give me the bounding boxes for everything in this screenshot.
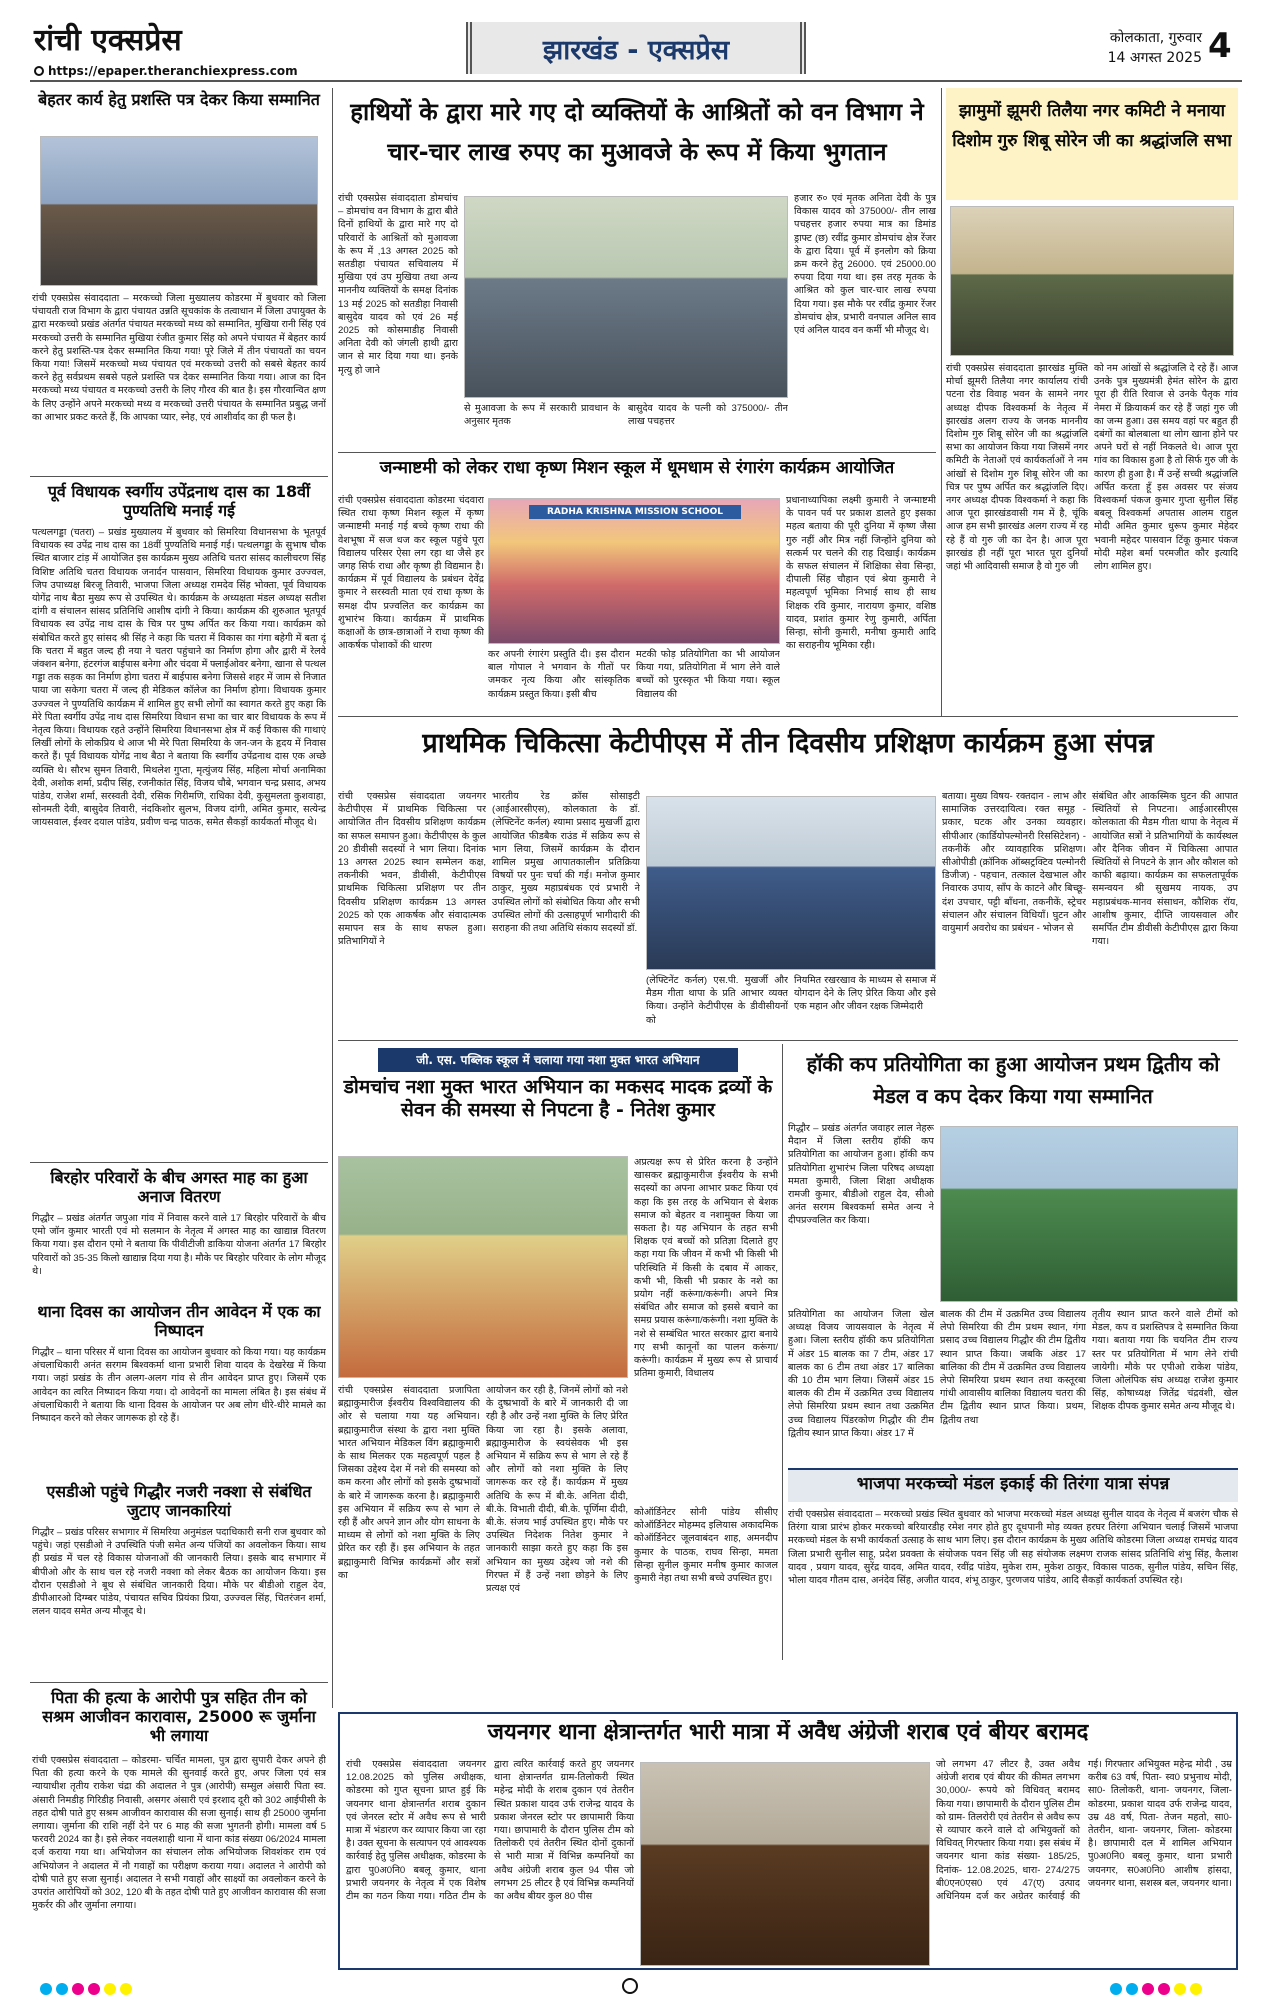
- article-janmashtami: [338, 456, 936, 712]
- article-col-2: बालक की टीम में उत्क्रमित उच्च विद्यालय लेपो सिमरिया की टीम प्रथम स्थान, गंगा प्रसाद उच्च विद्यालय गिद्धौर की टीम द्वितीय स्थान प्राप्त किया। जबकि अंडर 17 बालिका की टीम में उत्क्रमित उच्च विद्यालय लेपो सिमरिया प्रथम स्थान तथा कस्तूरबा गांधी आवासीय बालिका विद्यालय चतरा की टीम द्वितीय स्थान प्राप्त किया। प्रथम, द्वितीय तथा: [940, 1309, 1086, 1426]
- page-number: 4: [1208, 26, 1232, 66]
- article-bjp: [788, 1468, 1238, 1658]
- epaper-url[interactable]: https://epaper.theranchiexpress.com: [34, 64, 298, 78]
- article-body: रांची एक्सप्रेस संवाददाता – कोडरमा- चर्चित मामला, पुत्र द्वारा सुपारी देकर अपने ही पिता की हत्या करने के एक मामले की सुनवाई करते हुए, अपर जिला एवं सत्र न्यायाधीश तृतीय राकेश चंद्रा की अदालत ने पुत्र (आरोपी) सम्सुल अंसारी पिता स्व. अंसारी निमडीह गिरिडीह निवासी, असगर अंसारी एवं इरशाद दूरी को 302 आईपीसी के तहत दोषी पाते हुए सश्रम आजीवन कारावास की सजा सुनाई। साथ ही 25000 जुर्माना लगाया। जुर्माना की राशि नहीं देने पर 6 माह की सजा भुगतनी होगी। मामला वर्ष 5 फरवरी 2024 का है। इसे लेकर नवलशाही थाना में थाना कांड संख्या 06/2024 मामला दर्ज कराया गया था। अभियोजन का संचालन लोक अभियोजक शिवशंकर राम एवं अभियोजन ने अदालत में नौ गवाहों का परीक्षण कराया गया। अदालत ने आरोपी को दोषी पाते हुए सजा सुनाई। अदालत ने सभी गवाहों और साक्ष्यों का अवलोकन करने के उपरांत आरोपियों को 302, 120 बी के तहत दोषी पाते हुए आजीवन कारावास की सजा मुकर्रर की और जुर्माना लगाया।: [32, 1755, 326, 1912]
- article-sdo: [30, 1480, 328, 1680]
- divider: [338, 716, 1238, 717]
- article-intro: गिद्धौर – प्रखंड अंतर्गत जवाहर लाल नेहरू मैदान में जिला स्तरीय हॉकी कप प्रतियोगिता का आयोजन हुआ। हॉकी कप प्रतियोगिता शुभारंभ जिला परिषद अध्यक्षा ममता कुमारी, जिला शिक्षा अधीक्षक रामजी कुमार, बीडीओ राहुल देव, सीओ अनंत सरगम बिश्वकर्मा समेत अन्य ने दीपप्रज्वलित कर किया।: [788, 1123, 934, 1227]
- article-col-3: प्रधानाध्यापिका लक्ष्मी कुमारी ने जन्माष्टमी के पावन पर्व पर प्रकाश डालते हुए इसका महत्व बताया की पूरी दुनिया में कृष्ण जैसा गुरु नहीं और मित्र नहीं जिन्होंने दुनिया को सत्कर्म पर चलने की राह दिखाई। कार्यक्रम के सफल संचालन में शिक्षिका सेवा सिन्हा, दीपाली सिंह चौहान एवं श्रेया कुमारी ने महत्वपूर्ण भूमिका निभाई साथ ही साथ शिक्षक रवि कुमार, नारायण कुमार, वशिष्ठ यादव, प्रशांत कुमार रेणु कुमारी, अर्पिता सिन्हा, सोनी कुमारी, मनीषा कुमारी आदि का सराहनीय भूमिका रही।: [786, 495, 936, 652]
- divider: [30, 476, 328, 477]
- article-title: झामुमों झूमरी तिलैया नगर कमिटी ने मनाया दिशोम गुरु शिबू सोरेन जी का श्रद्धांजलि सभा: [952, 101, 1232, 151]
- article-liquor: [338, 1712, 1238, 1970]
- article-kicker: जी. एस. पब्लिक स्कूल में चलाया गया नशा मुक्त भारत अभियान: [378, 1048, 738, 1072]
- divider: [30, 1162, 328, 1163]
- lead-title: हाथियों के द्वारा मारे गए दो व्यक्तियों के आश्रितों को वन विभाग ने चार-चार लाख रुपए का मुआवजे के रूप में किया भुगतान: [350, 98, 924, 166]
- article-col-1: रांची एक्सप्रेस संवाददाता कोडरमा चंदवारा स्थित राधा कृष्ण मिशन स्कूल में कृष्ण जन्माष्टमी मनाई गई बच्चे कृष्ण राधा की वेशभूषा में सज धज कर स्कूल पहुंचे पूरा विद्यालय परिसर ऐसा लग रहा था जैसे हर जगह सिर्फ राधा और कृष्ण ही विद्यमान है। कार्यक्रम में पूर्व विद्यालय के प्रबंधन देवेंद्र कुमार ने सरस्वती माता एवं राधा कृष्ण के समक्ष दीप प्रज्वलित कर कार्यक्रम का शुभारंभ किया। कार्यक्रम में प्राथमिक कक्षाओं के छात्र-छात्राओं ने राधा कृष्ण की आकर्षक पोशाकों की धारण: [338, 495, 484, 652]
- article-prashasti: [30, 88, 328, 473]
- article-hockey: [788, 1044, 1238, 1464]
- newspaper-logo: रांची एक्सप्रेस: [34, 23, 182, 58]
- article-col-1: रांची एक्सप्रेस संवाददाता जयनगर 12.08.2025 को पुलिस अधीक्षक, कोडरमा को गुप्त सूचना प्राप्त हुई कि जयनगर थाना क्षेत्रान्तर्गत शराब दुकान एवं जेनरल स्टोर में अवैध रूप से भारी मात्रा में भंडारण कर व्यापार किया जा रहा है। उक्त सूचना के सत्यापन एवं आवश्यक कार्रवाई हेतु पुलिस अधीक्षक, कोडरमा के द्वारा पु0अ0नि0 बबलू कुमार, थाना प्रभारी जयनगर के नेतृत्व में एक विशेष टीम का गठन किया गया। गठित टीम के द्वारा त्वरित कार्रवाई करते हुए जयनगर थाना क्षेत्रान्तर्गत ग्राम-तिलोकरी स्थित महेन्द्र मोदी के शराब दुकान एवं तेतरीन स्थित प्रकाश यादव उर्फ राजेन्द्र यादव के प्रकाश जेनरल स्टोर पर छापामारी किया गया। छापामारी के दौरान पुलिस टीम को तिलोकरी एवं तेतरीन स्थित दोनों दुकानों से भारी मात्रा में विभिन्न कम्पनियों का अवैध अंग्रेजी शराब कुल 94 पीस जो लगभग 25 लीटर है एवं विभिन्न कम्पनियों का अवैध बीयर कुल 80 पीस: [346, 1759, 634, 1903]
- article-col-1: रांची एक्सप्रेस संवाददाता झारखंड मुक्ति मोर्चा झूमरी तिलैया नगर कार्यालय रांची पटना रोड विवाह भवन के सामने नगर अध्यक्ष दीपक विश्वकर्मा के नेतृत्व में झारखंड अलग राज्य के जनक माननीय दिशोम गुरु शिबू सोरेन जी का श्रद्धांजलि सभा का आयोजन किया गया जिसमें नगर कमिटी के नेताओं एवं कार्यकर्ताओं ने नम आंखों से दिशोम गुरु शिबू सोरेन जी का चित्र पर पुष्प अर्पित कर श्रद्धांजलि दिए। नगर अध्यक्ष दीपक विश्वकर्मा ने कहा कि आज पूरा झारखंडवासी गम में है, चूंकि आज हम सभी झारखंड अलग राज्य में रह रहे हैं वो गुरु जी का देन है। आज पूरा झारखंड ही नहीं पूरा भारत पूरा दुनियाँ जहां भी आदिवासी समाज है वो गुरु जी: [946, 363, 1088, 573]
- article-col-1: प्रतियोगिता का आयोजन जिला खेल अध्यक्ष विजय जायसवाल के नेतृत्व में हुआ। जिला स्तरीय हॉकी कप प्रतियोगिता में अंडर 15 बालक का 7 टीम, अंडर 17 बालक का 6 टीम तथा अंडर 17 बालिका की 10 टीम भाग लिया। जिसमें अंडर 15 बालक की टीम में उत्क्रमित उच्च विद्यालय लेपो सिमरिया प्रथम स्थान तथा उत्क्रमित उच्च विद्यालय पिंडरकोण गिद्धौर की टीम द्वितीय स्थान प्राप्त किया। अंडर 17 में: [788, 1309, 934, 1439]
- article-body: गिद्धौर – प्रखंड परिसर सभागार में सिमरिया अनुमंडल पदाधिकारी सनी राज बुधवार को पहुंचे। जहां एसडीओ ने उपस्थिति पंजी समेत अन्य पंजियों का अवलोकन किया। साथ ही प्रखंड में चल रहे विकास योजनाओं की जानकारी लिया। इसके बाद सभागार में बीपीओ और के साथ चल रहे नजरी नक्शा को लेकर बैठक का आयोजन किया। इस दौरान एसडीओ ने बूथ से संबंधित जानकारी दिया। मौके पर बीडीओ राहुल देव, डीपीआरओ दिग्म्बर पांडेय, पंचायत सचिव प्रियंका प्रिया, उज्ज्वल सिंह, चितरंजन शर्मा, ललन यादव समेत अन्य मौजूद थे।: [32, 1527, 326, 1618]
- article-elephant: [338, 88, 936, 448]
- school-event-photo: [488, 498, 780, 644]
- seized-liquor-photo: [640, 1762, 930, 1966]
- article-col-1: रांची एक्सप्रेस संवाददाता जयनगर केटीपीएस में प्राथमिक चिकित्सा पर आयोजित तीन दिवसीय प्रशिक्षण कार्यक्रम का सफल समापन हुआ। केटीपीएस के कुल 20 डीवीसी सदस्यों ने भाग लिया। दिनांक 13 अगस्त 2025 स्थान सम्मेलन कक्ष, तकनीकी भवन, डीवीसी, केटीपीएस प्राथमिक चिकित्सा प्रशिक्षण पर तीन दिवसीय प्रशिक्षण कार्यक्रम 13 अगस्त 2025 को एक आकर्षक और संवादात्मक समापन सत्र के साथ सफल हुआ। प्रतिभागियों ने: [338, 791, 486, 948]
- article-title: एसडीओ पहुंचे गिद्धौर नजरी नक्शा से संबंधित जुटाए जानकारियां: [46, 1482, 312, 1521]
- article-ajivan: [30, 1686, 328, 1966]
- article-col-5: संबंधित और आकस्मिक घुटन की आपात स्थितियों से निपटना। आईआरसीएस कोलकाता की मैडम गीता थापा के नेतृत्व में आयोजित सत्रों ने प्रतिभागियों के कार्यस्थल और दैनिक जीवन में चिकित्सा आपात स्थितियों से निपटने के ज्ञान और कौशल को काफी बढ़ाया। कार्यक्रम का सफलतापूर्वक समन्वयन श्री सुखमय नायक, उप महाप्रबंधक-मानव संसाधन, कौशिक रॉय, आशीष कुमार, दीप्ति जायसवाल और समर्पित टीम डीवीसी केटीपीएस द्वारा किया गया।: [1092, 791, 1238, 948]
- article-title: थाना दिवस का आयोजन तीन आवेदन में एक का निष्पादन: [37, 1302, 321, 1341]
- article-dishom-guru: [946, 88, 1238, 712]
- column-divider: [332, 88, 333, 1708]
- article-caption-2: मटकी फोड़ प्रतियोगिता का भी आयोजन किया गया, प्रतियोगिता में भाग लेने वाले बच्चों को पुरस्कृत भी किया गया। स्कूल विद्यालय की: [636, 649, 780, 700]
- article-title: जन्माष्टमी को लेकर राधा कृष्ण मिशन स्कूल में धूमधाम से रंगारंग कार्यक्रम आयोजित: [379, 458, 895, 478]
- color-registration-left: [40, 1980, 136, 1999]
- article-title: भाजपा मरकच्चो मंडल इकाई की तिरंगा यात्रा संपन्न: [856, 1474, 1170, 1494]
- article-col-2: को नम आंखों से श्रद्धांजलि दे रहे हैं। आज उनके पुत्र मुख्यमंत्री हेमंत सोरेन के द्वारा पूरा ही रीति रिवाज से उनके पैतृक गांव नेमरा में क्रियाकर्म कर रहे हैं जहां गुरु जी का जन्म हुआ। उस समय वहां पर बहुत ही दबंगों का बोलबाला था लोग खाना होने पर अपने घरों से नहीं निकलते थे। आज पूरा गांव का विकास हुआ है तो सिर्फ गुरु जी के कारण ही हुआ है। मैं उन्हें सच्ची श्रद्धांजलि अर्पित करता हूँ इस अवसर पर संजय विश्वकर्मा पंकज कुमार गुप्ता सुनील सिंह बबलू विश्वकर्मा अपतास आलम राहुल मोदी अमित कुमार धुरूप कुमार मेहेदर भवानी महेदर पासवान टिंकू कुमार पंकज मोदी महेश बर्मा परमजीत कौर इत्यादि लोग शामिल हुए।: [1094, 363, 1238, 573]
- column-divider: [941, 88, 942, 716]
- globe-icon: [34, 66, 44, 76]
- article-col-3: जो लगभग 47 लीटर है, उक्त अवैध अंग्रेजी शराब एवं बीयर की कीमत लगभग 30,000/- रूपये को विधिवत् बरामद किया गया। छापामारी के दौरान पुलिस टीम को ग्राम- तिलरोरी एवं तेतरीन से अवैध रूप से व्यापार करने वाले दो अभियुक्तों को विधिवत् गिरफ्तार किया गया। इस संबंध में जयनगर थाना कांड संख्या- 185/25, दिनांक- 12.08.2025, धारा- 274/275 बी0एन0एस0 एवं 47(ए) उत्पाद अधिनियम दर्ज कर अग्रेतर कार्रवाई की गई। गिरफ्तार अभियुक्त महेन्द्र मोदी , उम्र करीब 63 वर्ष, पिता- स्व0 प्रभुनाथ मोदी, सा0- तिलोकरी, थाना- जयनगर, जिला- कोडरमा, प्रकाश यादव उर्फ राजेन्द्र यादव, उम्र 48 वर्ष, पिता- तेजन महतो, सा0- तेतरीन, थाना- जयनगर, जिला- कोडरमा है। छापामारी दल में शामिल अभियान पु0अ0नि0 बबलू कुमार, थाना प्रभारी जयनगर, स0अ0नि0 आशीष हांसदा, जयनगर थाना, सशस्त्र बल, जयनगर थाना।: [936, 1759, 1232, 1903]
- city-day: कोलकाता, गुरुवार: [1109, 30, 1202, 46]
- column-divider: [782, 1044, 783, 1660]
- training-photo: [646, 796, 936, 970]
- left-column: [30, 88, 328, 1968]
- article-title: बेहतर कार्य हेतु प्रशस्ति पत्र देकर किया सम्मानित: [38, 90, 320, 109]
- article-title: जयनगर थाना क्षेत्रान्तर्गत भारी मात्रा में अवैध अंग्रेजी शराब एवं बीयर बरामद: [487, 1720, 1089, 1745]
- article-side: अप्रत्यक्ष रूप से प्रेरित करना है उन्होंने खासकर ब्रह्माकुमारीज ईश्वरीय के सभी सदस्यों का अपना आभार प्रकट किया एवं कहा कि इस तरह के अभियान से बेशक समाज को बेहतर व नशामुक्त किया जा सकता है। यह अभियान के तहत सभी शिक्षक एवं बच्चों को प्रतिज्ञा दिलाते हुए कहा गया कि जीवन में कभी भी किसी भी परिस्थिति में किसी के दबाव में आकर, कभी भी, किसी भी प्रकार के नशे का प्रयोग नहीं करूंगा/करूंगी। अपने मित्र संबंधित और समाज को इससे बचाने का समग्र प्रयास करूंगा/करूंगी। नशा मुक्ति के नशे से सम्बंधित भारत सरकार द्वारा बनाये गए सभी कानूनों का पालन करूंगा/करूंगी। कार्यक्रम में मुख्य रूप से प्राचार्य प्रतिमा कुमारी, विधालय: [634, 1157, 778, 1380]
- article-body: गिद्धौर – प्रखंड अंतर्गत जपुआ गांव में निवास करने वाले 17 बिरहोर परिवारों के बीच एमो जॉन कुमार भारती एवं मो सलमान के नेतृत्व में अगस्त माह का खाद्यान्न वितरण किया गया। इस दौरान एमो ने बताया कि पीवीटीजी डाकिया योजना अंतर्गत 17 बिरहोर परिवारों को 35-35 किलो खाद्यान्न दिया गया है। मौके पर बिरहोर परिवार के लोग मौजूद थे।: [32, 1213, 326, 1277]
- article-birhor: [30, 1166, 328, 1296]
- masthead-rule: [30, 80, 1242, 82]
- article-caption-1: कर अपनी रंगारंग प्रस्तुति दी। इस दौरान बाल गोपाल ने भगवान के गीतों पर जमकर नृत्य किया और सांस्कृतिक कार्यक्रम प्रस्तुत किया। इसी बीच: [488, 649, 630, 700]
- article-body: गिद्धौर – थाना परिसर में थाना दिवस का आयोजन बुधवार को किया गया। यह कार्यक्रम अंचलाधिकारी अनंत सरगम बिश्वकर्मा थाना प्रभारी शिवा यादव के देखरेख में किया गया। जहां प्रखंड के तीन अलग-अलग गांव से तीन आवेदन प्राप्त हुए। जिसमें एक आवेदन का त्वरित निष्पादन किया गया। दो आवेदनों का मामला लंबित है। इस संबंध में अंचलाधिकारी ने बताया कि थाना दिवस के आयोजन पर अब लोग धीरे-धीरे मामले का निष्पादन करने को लेकर जागरूक हो रहे हैं।: [32, 1347, 326, 1425]
- article-col-1: रांची एक्सप्रेस संवाददाता प्रजापिता ब्रह्माकुमारीज ईश्वरीय विश्वविद्यालय की ओर से चलाया गया यह अभियान। ब्रह्माकुमारीज संस्था के द्वारा नशा मुक्ति भारत अभियान मेडिकल विंग ब्रह्माकुमारी के साथ मिलकर एक महत्वपूर्ण पहल है जिसका उद्देश्य देश में नशे की समस्या को कम करना और लोगों को इसके दुष्प्रभावों के बारे में जागरूक करना है। ब्रह्माकुमारी इस अभियान में सक्रिय रूप से भाग ले रही हैं और अपने ज्ञान और योग साधना के माध्यम से लोगों को नशा मुक्ति के लिए प्रेरित कर रही हैं। इस अभियान के तहत ब्रह्माकुमारी विभिन्न कार्यक्रमों और सत्रों का: [338, 1385, 480, 1581]
- school-students-photo: [338, 1156, 628, 1378]
- article-col-3: तृतीय स्थान प्राप्त करने वाले टीमों को मेडल, कप व प्रशस्तिपत्र दे सम्मानित किया गया। बताया गया कि चयनित टीम राज्य स्तर पर प्रतियोगिता में भाग लेने रांची जायेगी। मौके पर एपीओ राकेश पांडेय, जिला ओलंपिक संघ अध्यक्ष राजेश कुमार सिंह, कोषाध्यक्ष जितेंद्र चंद्रवंशी, खेल शिक्षक दीपक कुमार समेत अन्य मौजूद थे।: [1092, 1309, 1238, 1413]
- article-title: हॉकी कप प्रतियोगिता का हुआ आयोजन प्रथम द्वितीय को मेडल व कप देकर किया गया सम्मानित: [806, 1052, 1220, 1108]
- article-body: रांची एक्सप्रेस संवाददाता – मरकच्चो प्रखंड स्थित बुधवार को भाजपा मरकच्चो मंडल अध्यक्ष सुनील यादव के नेतृत्व में बजरंग चौक से तिरंगा यात्रा प्रारंभ होकर मरकच्चो बरियारडीह रमेश नगर होते हुए दूधपानी मोड़ व्यक्त हरघर तिरंगा अभियान चलाई जिसमें भाजपा मरकच्चो मंडल के सभी कार्यकर्ता उत्साह के साथ भाग लिए। इस दौरान कार्यक्रम के मुख्य अतिथि कोडरमा जिला अध्यक्ष रामचंद्र यादव जिला प्रभारी सुनील साहू, प्रदेश प्रवक्ता के संयोजक पवन सिंह जी सह संयोजक लक्ष्मण राजक सांसद प्रतिनिधि शंभु सिंह, कैलाश यादव , प्रयाग यादव, सुरेंद्र यादव, अमित यादव, रवींद्र पांडेय, मुकेश राम, मुकेश ठाकुर, विकास पाठक, सुनील पांडेय, सचिन सिंह, भोला यादव गौतम दास, अनंदेव सिंह, अजीत यादव, शंभू ठाकुर, पुरणजय पांडेय, आदि सैकड़ों कार्यकर्ता उपस्थित रहे।: [788, 1509, 1238, 1587]
- article-title: पिता की हत्या के आरोपी पुत्र सहित तीन को सश्रम आजीवन कारावास, 25000 रू जुर्माना भी लगाया: [42, 1688, 316, 1746]
- lead-caption-2: बासुदेव यादव के पत्नी को 375000/- तीन लाख पचहत्तर: [628, 403, 788, 428]
- article-body: पत्थलगड्डा (चतरा) – प्रखंड मुख्यालय में बुधवार को सिमरिया विधानसभा के भूतपूर्व विधायक स्व उपेंद्र नाथ दास का 18वीं पुण्यतिथि मनाई गई। पत्थलगड्डा के सुभाष चौक स्थित बाजार टांड़ में आयोजित इस कार्यक्रम मुख्य अतिथि चतरा सांसद कालीचरण सिंह विशिष्ट अतिथि चतरा विधायक जनार्दन पासवान, सिमरिया विधायक कुमार उज्ज्वल, जिप उपाध्यक्ष बिरजू तिवारी, भाजपा जिला अध्यक्ष रामदेव सिंह भोक्ता, पूर्व विधायक योगेंद्र नाथ बैठा मुख्य रूप से उपस्थित थे। कार्यक्रम के अध्यक्षता मंडल अध्यक्ष सतीश दांगी व संचालन सांसद प्रतिनिधि आशीष दांगी ने किया। कार्यक्रम की शुरुआत भूतपूर्व विधायक स्व उपेंद्र नाथ दास के चित्र पर पुष्प अर्पित कर किया गया। कार्यक्रम को संबोधित करते हुए सांसद श्री सिंह ने कहा कि चतरा में विकास का गंगा बहेगी में बता दूं कि चतरा में बहुत जल्द ही नया ने चतरा पहुंचाने का निर्माण होगा और द्वारी में रेलवे जंक्शन बनेगा, हंटरगंज बाईपास बनेगा और चंदवा में फ्लाईओवर बनेगा, खाना से पत्थल गड्डा तक सड़क का निर्माण होगा चतरा में बाईपास बनेगा जिससे शहर में जाम से निजात पाया जा सकेगा चतरा में जल्द ही मेडिकल कॉलेज का निर्माण होगा। विधायक कुमार उज्ज्वल ने पुण्यतिथि कार्यक्रम में शामिल हुए सभी लोगों का स्वागत करते हुए कहा कि मेरे पिता स्वर्गीय उपेंद्र नाथ दास सिमरिया विधान सभा का चार बार विधायक के रूप में नेतृत्व किया। विधायक रहते उन्होंने सिमरिया विधानसभा क्षेत्र में कई विकास की गाथाएं लिखीं लोगों के लोकप्रिय थे आज भी मेरे पिता सिमरिया के जन-जन के हृदय में निवास करते हैं। पूर्व विधायक योगेंद्र नाथ बैठा ने बताया कि स्वर्गीय उपेंद्रनाथ दास एक अच्छे व्यक्ति थे। सौरभ सुमन तिवारी, मिथलेश गुप्ता, मृत्युंजय सिंह, महिला मोर्चा अनामिका देवी, अशोक शर्मा, प्रदीप सिंह, रजनीकांत सिंह, विजय चौबे, भगवान चन्द्र प्रसाद, अभय पांडेय, राजेश शर्मा, सरस्वती देवी, रसिक गिरीमणि, राधिका देवी, कुसुमलता कुशवाहा, सोनमती देवी, बासुदेव तिवारी, नंदकिशोर सुलभ, विजय दांगी, अमित कुमार, सत्येन्द्र जायसवाल, ईश्वर दयाल पांडेय, प्रवीण चन्द्र पाठक, समेत सैकड़ों कार्यकर्ता मौजूद थे।: [32, 527, 326, 829]
- compensation-photo: [464, 196, 788, 398]
- tribute-photo: [950, 206, 1234, 356]
- masthead: [0, 0, 1268, 80]
- registration-target-icon: [622, 1978, 638, 1994]
- lead-col-1: रांची एक्सप्रेस संवाददाता डोमचांच – डोमचांच वन विभाग के द्वारा बीते दिनों हाथियों के द्वारा मारे गए दो परिवारों के आश्रितों को मुआवजा के रूप में ,13 अगस्त 2025 को सतडीहा पंचायत सचिवालय में मुखिया एवं उप मुखिया तथा अन्य माननीय व्यक्तियों के समक्ष दिनांक 13 मई 2025 को सतडीहा निवासी बासुदेव यादव को एवं 26 मई 2025 को कोसमाडीह निवासी अनिता देवी को जंगली हाथी द्वारा जान से मार दिया गया था। इनके मृत्यु हो जाने: [338, 193, 458, 376]
- lead-caption-1: से मुआवजा के रूप में सरकारी प्रावधान के अनुसार मृतक: [464, 403, 620, 428]
- divider: [30, 1682, 328, 1683]
- article-body: रांची एक्सप्रेस संवाददाता – मरकच्चो जिला मुख्यालय कोडरमा में बुधवार को जिला पंचायती राज विभाग के द्वारा पंचायत उन्नति सूचकांक के तत्वाधान में जिला उपायुक्त के द्वारा मरकच्चो प्रखंड अंतर्गत पंचायत मरकच्चो मध्य को सम्मानित, मुखिया रानी सिंह एवं मरकच्चो उत्तरी के सम्मानित मुखिया रंजीत कुमार सिंह को अपने पंचायत में बेहतर कार्य करने हेतु प्रशस्ति-पत्र देकर सम्मानित किया गया! पूरे जिले में तीन पंचायतों का चयन किया गया! जिसमें मरकच्चो मध्य पंचायत एवं मरकच्चो उत्तरी को सबसे बेहतर कार्य करने हेतु सर्वप्रथम सबसे पहले प्रशस्ति पत्र देकर सम्मानित किया गया। आज का दिन मरकच्चो मध्य पंचायत व मरकच्चो उत्तरी के लिए गौरव की बात है। इस गौरवान्वित क्षण के लिए उन्होंने अपने मरकच्चो मध्य व मरकच्चो उत्तरी पंचायत के सम्मानित प्रबुद्ध जनों का आभार प्रकट करते हैं, कि आपका प्यार, स्नेह, एवं आशीर्वाद का ही फल है।: [32, 293, 326, 423]
- section-banner: [466, 22, 806, 74]
- article-ktps: [338, 720, 1238, 1036]
- issue-date: 14 अगस्त 2025: [1107, 50, 1202, 66]
- article-punyatithi: [30, 480, 328, 1160]
- article-caption-1: (लेफ्टिनेंट कर्नल) एस.पी. मुखर्जी और मैडम गीता थापा के प्रति आभार व्यक्त किया। उन्होंने केटीपीएस के डीवीसीयनों को: [646, 975, 788, 1026]
- article-caption-2: नियमित रखरखाव के माध्यम से समाज में योगदान देने के लिए प्रेरित किया और इसे एक महान और जीवन रक्षक जिम्मेदारी: [794, 975, 936, 1013]
- article-col-2: आयोजन कर रही है, जिनमें लोगों को नशे के दुष्प्रभावों के बारे में जानकारी दी जा रही है और उन्हें नशा मुक्ति के लिए प्रेरित किया जा रहा है। इसके अलावा, ब्रह्माकुमारीज के स्वयंसेवक भी इस अभियान में सक्रिय रूप से भाग ले रहे हैं और लोगों को नशा मुक्ति के लिए जागरूक कर रहे हैं। कार्यक्रम में मुख्य अतिथि के रूप में बी.के. अनिता दीदी, बी.के. विभाती दीदी, बी.के. पूर्णिमा दीदी, बी.के. संजय भाई उपस्थित हुए। मौके पर उपस्थित निदेशक नितेश कुमार ने जानकारी साझा करते हुए कहा कि इस अभियान का मुख्य उद्देश्य जो नशे की गिरफ्त में हैं उन्हें नशा छोड़ने के लिए प्रत्यक्ष एवं: [486, 1385, 628, 1595]
- color-registration-right: [1110, 1980, 1206, 1999]
- article-title: प्राथमिक चिकित्सा केटीपीएस में तीन दिवसीय प्रशिक्षण कार्यक्रम हुआ संपन्न: [422, 728, 1154, 759]
- hockey-team-photo: [940, 1126, 1238, 1302]
- section-title: झारखंड - एक्सप्रेस: [542, 34, 730, 66]
- divider: [338, 452, 936, 453]
- divider: [338, 1040, 1238, 1041]
- article-thana-diwas: [30, 1300, 328, 1474]
- article-col-4: बताया। मुख्य विषय- रक्तदान - लाभ और सामाजिक उत्तरदायित्व। रक्त समूह - प्रकार, घटक और उनका व्यवहार। सीपीआर (कार्डियोपल्मोनरी रिससिटेशन) - तकनीकें और व्यावहारिक प्रशिक्षण। सीओपीडी (क्रॉनिक ऑब्सट्रक्टिव पल्मोनरी डिजीज) - पहचान, तत्काल देखभाल और निवारक उपाय, साँप के काटने और बिच्छू-दंश उपचार, पट्टी बाँधना, तकनीकें, स्ट्रेचर संचालन और संचालन विधियाँ। घुटन और वायुमार्ग अवरोध का प्रबंधन - भोजन से: [942, 791, 1086, 935]
- school-banner: RADHA KRISHNA MISSION SCHOOL: [529, 505, 741, 519]
- article-col-2: भारतीय रेड क्रॉस सोसाइटी (आईआरसीएस), कोलकाता के डॉ. (लेफ्टिनेंट कर्नल) श्यामा प्रसाद मुखर्जी द्वारा आयोजित फीडबैक राउंड में सक्रिय रूप से भाग लिया, जिसमें कार्यक्रम के दौरान शामिल प्रमुख आपातकालीन प्रतिक्रिया विषयों पर पुनः चर्चा की गई। मनोज कुमार ठाकुर, मुख्य महाप्रबंधक एवं प्रभारी ने उपस्थित लोगों को संबोधित किया और सभी उपस्थित लोगों की उत्साहपूर्ण भागीदारी की सराहना की तथा अतिथि संकाय सदस्यों डॉ.: [492, 791, 640, 935]
- article-title: पूर्व विधायक स्वर्गीय उपेंद्रनाथ दास का 18वीं पुण्यतिथि मनाई गई: [47, 482, 311, 521]
- article-nasha-mukt: [338, 1044, 778, 1704]
- article-col-3: कोऑर्डिनेटर सोनी पांडेय सीसीए कोऑर्डिनेटर मोहम्मद इलियास अकादमिक कोऑर्डिनेटर जूलवाबंदन शाह, अमनदीप कुमार के पाठक, राघव सिन्हा, ममता सिन्हा सुनील कुमार मनीष कुमार काजल कुमारी नेहा तथा सभी बच्चे उपस्थित हुए।: [634, 1507, 778, 1585]
- article-title: डोमचांच नशा मुक्त भारत अभियान का मकसद मादक द्रव्यों के सेवन की समस्या से निपटना है - नितेश कुमार: [343, 1076, 773, 1121]
- article-title: बिरहोर परिवारों के बीच अगस्त माह का हुआ अनाज वितरण: [50, 1168, 308, 1207]
- dateline: [1052, 28, 1202, 68]
- award-photo: [40, 136, 318, 286]
- lead-col-3: हजार रु० एवं मृतक अनिता देवी के पुत्र विकास यादव को 375000/- तीन लाख पचहत्तर हजार रुपया मात्र का डिमांड ड्राफ्ट (छ) रवींद्र कुमार डोमचांच क्षेत्र रेंजर के द्वारा दिया। पूर्व में इनलोग को क्रिया क्रम करने हेतु 26000. एवं 25000.00 रुपया दिया गया था। इस तरह मृतक के आश्रित को कुल चार-चार लाख रुपया दिया गया। इस मौके पर रवींद्र कुमार रेंजर डोमचांच क्षेत्र, प्रभारी वनपाल अनिल साव एवं अनिल यादव वन कर्मी भी मौजूद थे।: [794, 193, 936, 337]
